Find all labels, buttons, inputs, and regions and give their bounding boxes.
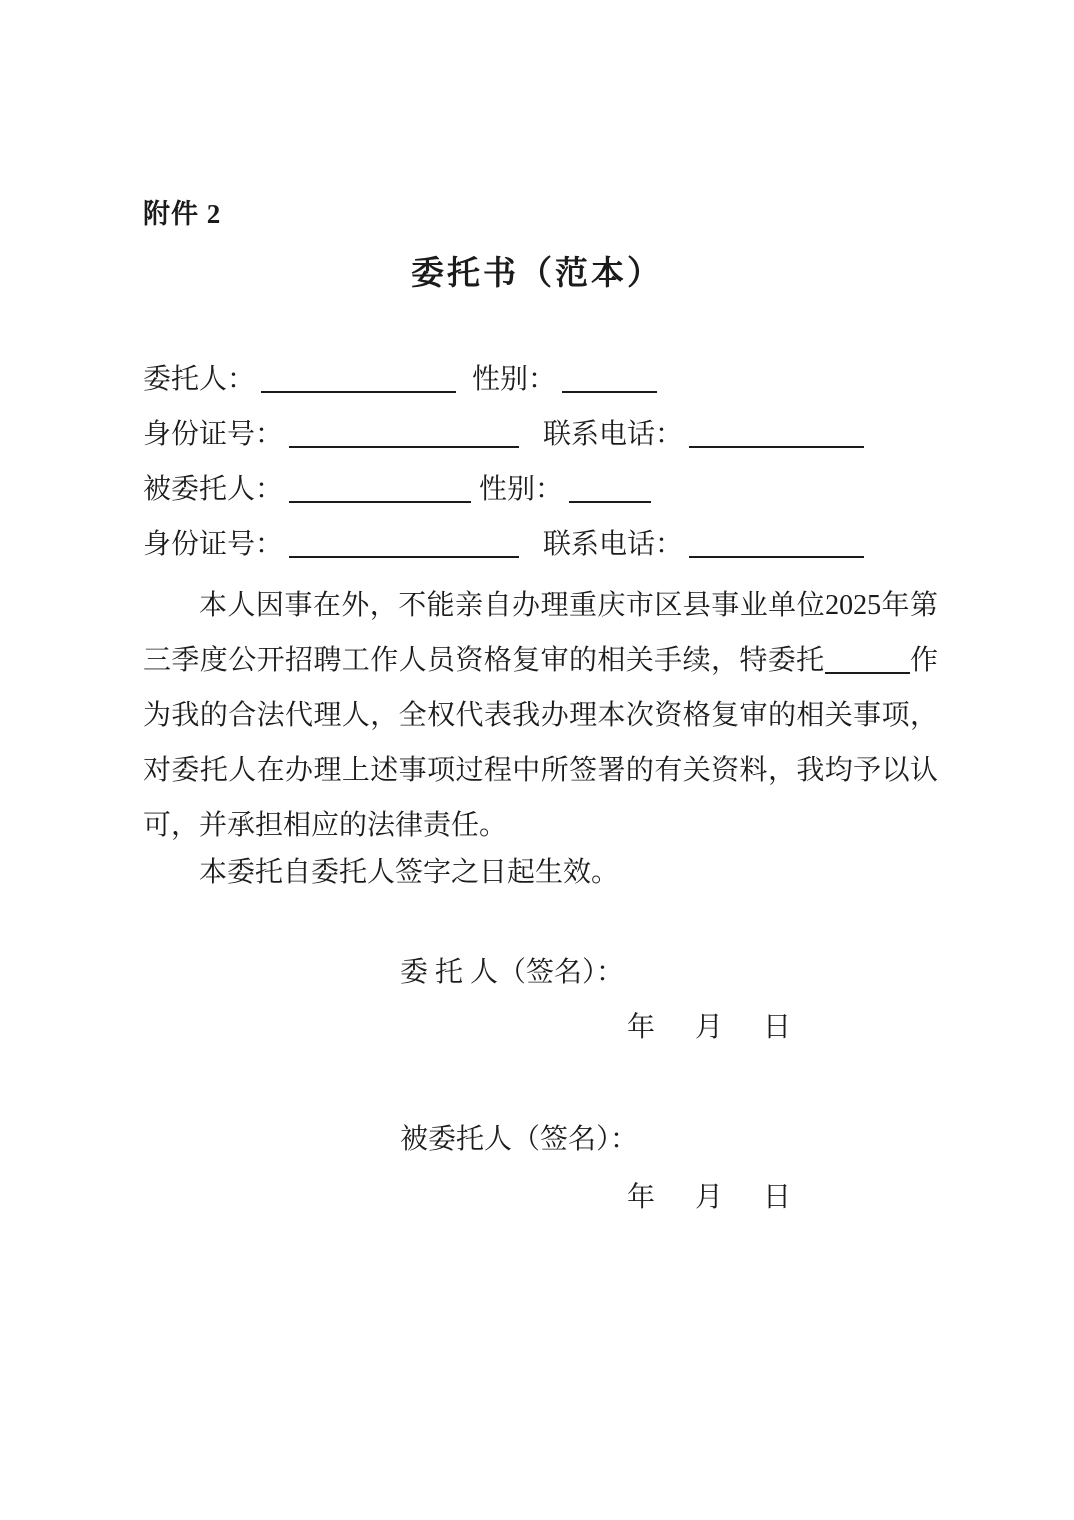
agent-name-label: 被委托人： xyxy=(143,474,284,505)
form-fields-area xyxy=(143,352,943,572)
principal-gender-label: 性别： xyxy=(472,364,557,395)
form-row-agent-id xyxy=(143,517,943,572)
agent-name-blank xyxy=(289,500,471,503)
form-row-principal-id xyxy=(143,407,943,462)
agent-id-blank xyxy=(289,555,519,558)
effective-date-clause: 本委托自委托人签字之日起生效。 xyxy=(199,857,620,888)
principal-phone-blank xyxy=(689,445,864,448)
principal-signature-label: 委 托 人（签名）： xyxy=(400,957,625,988)
delegate-name-blank xyxy=(825,671,910,674)
form-row-principal xyxy=(143,352,943,407)
principal-gender-blank xyxy=(562,390,657,393)
agent-phone-blank xyxy=(689,555,864,558)
agent-gender-label: 性别： xyxy=(479,474,564,505)
principal-signature-date-line: 年 月 日 xyxy=(627,1012,798,1043)
agent-signature-date-line: 年 月 日 xyxy=(627,1182,798,1213)
principal-name-label: 委托人： xyxy=(143,364,256,395)
agent-id-label: 身份证号： xyxy=(143,529,284,560)
paragraph-text-after-blank: 作为我的合法代理人，全权代表我办理本次资格复审的相关事项，对委托人在办理上述事项过程中所签署的有关资料，我均予以认可，并承担相应的法律责任。 xyxy=(143,645,938,841)
paragraph-text-before-blank: 本人因事在外，不能亲自办理重庆市区县事业单位2025年第三季度公开招聘工作人员资格复审的相关手续，特委托 xyxy=(143,590,938,676)
document-title: 委托书（范本） xyxy=(411,256,663,292)
principal-id-label: 身份证号： xyxy=(143,419,284,450)
form-row-agent xyxy=(143,462,943,517)
principal-phone-label: 联系电话： xyxy=(543,419,684,450)
agent-gender-blank xyxy=(569,500,651,503)
attachment-label: 附件 2 xyxy=(143,199,222,229)
agent-signature-label: 被委托人（签名）： xyxy=(400,1124,639,1155)
agent-phone-label: 联系电话： xyxy=(543,529,684,560)
authorization-paragraph xyxy=(143,578,938,853)
principal-name-blank xyxy=(261,390,456,393)
principal-id-blank xyxy=(289,445,519,448)
